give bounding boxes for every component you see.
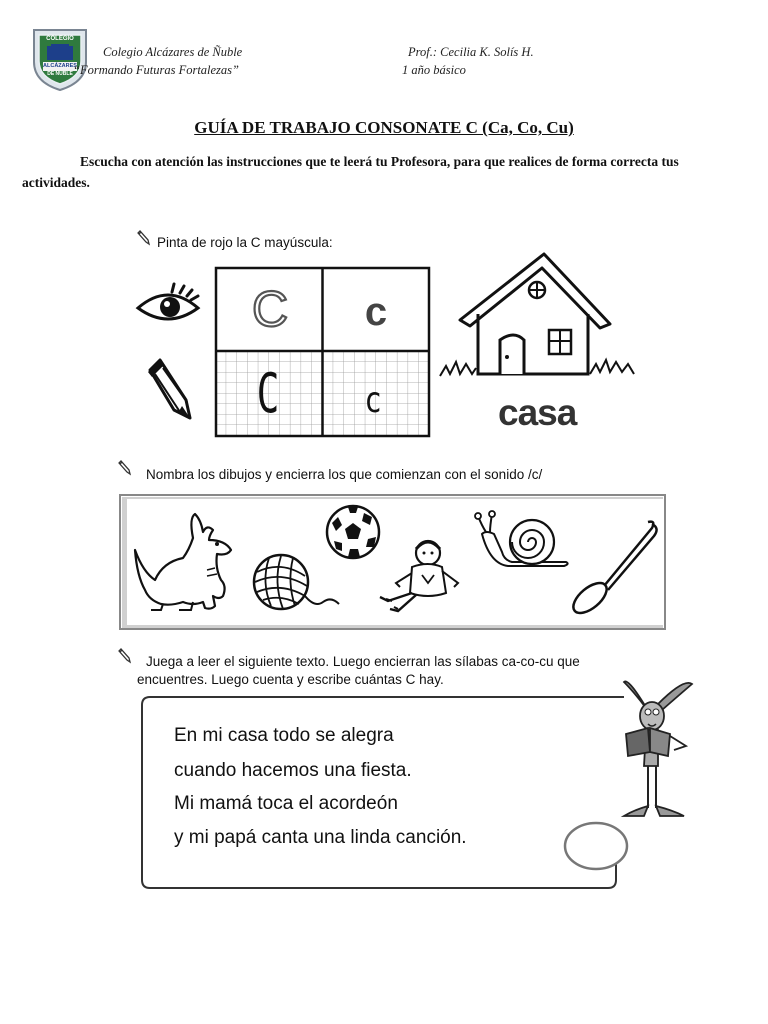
- logo-text-bottom: DE ÑUBLE: [47, 71, 73, 77]
- snail-icon: [472, 512, 572, 570]
- reading-rabbit-icon: [614, 676, 696, 822]
- spoon-icon: [568, 518, 660, 614]
- pencil-bullet-icon: [135, 229, 153, 247]
- poem-line: y mi papá canta una linda canción.: [174, 827, 467, 848]
- eye-icon: [134, 282, 202, 328]
- yarn-ball-icon: [247, 552, 342, 614]
- letter-c-grid[interactable]: c: [364, 380, 382, 421]
- pencil-icon: [142, 356, 198, 424]
- activity3-instruction-line1: Juega a leer el siguiente texto. Luego encierran las sílabas ca-co-cu que: [146, 654, 580, 669]
- activity3-instruction-line2: encuentres. Luego cuenta y escribe cuántas C hay.: [137, 672, 444, 687]
- letter-C-grid[interactable]: C: [256, 362, 280, 425]
- teacher-name: Prof.: Cecilia K. Solís H.: [408, 45, 534, 59]
- school-motto: “Formando Futuras Fortalezas”: [73, 63, 239, 77]
- house-icon: [438, 250, 638, 382]
- page-title: GUÍA DE TRABAJO CONSONATE C (Ca, Co, Cu): [194, 118, 574, 137]
- poem-line: En mi casa todo se alegra: [174, 725, 394, 746]
- logo-text-top: COLEGIO: [46, 36, 74, 42]
- soccer-ball-icon: [324, 503, 382, 561]
- activity1-instruction: Pinta de rojo la C mayúscula:: [157, 235, 333, 250]
- word-casa: casa: [498, 392, 577, 433]
- pencil-bullet-icon: [116, 459, 134, 477]
- poem-line: Mi mamá toca el acordeón: [174, 793, 398, 814]
- letter-C-outline[interactable]: C: [251, 281, 289, 337]
- letter-c-bold[interactable]: c: [364, 290, 388, 334]
- pencil-bullet-icon: [116, 647, 134, 665]
- kangaroo-icon: [133, 510, 238, 614]
- logo-text-mid: ALCÁZARES: [43, 63, 77, 69]
- intro-text: Escucha con atención las instrucciones que te leerá tu Profesora, para que realices de forma correcta tus actividades.: [22, 154, 679, 190]
- doll-icon: [376, 537, 464, 615]
- school-logo: [30, 24, 90, 92]
- grade-level: 1 año básico: [402, 63, 466, 77]
- poem-line: cuando hacemos una fiesta.: [174, 760, 412, 781]
- activity2-instruction: Nombra los dibujos y encierra los que comienzan con el sonido /c/: [146, 467, 543, 482]
- school-name: Colegio Alcázares de Ñuble: [103, 45, 243, 59]
- answer-circle[interactable]: [562, 820, 630, 874]
